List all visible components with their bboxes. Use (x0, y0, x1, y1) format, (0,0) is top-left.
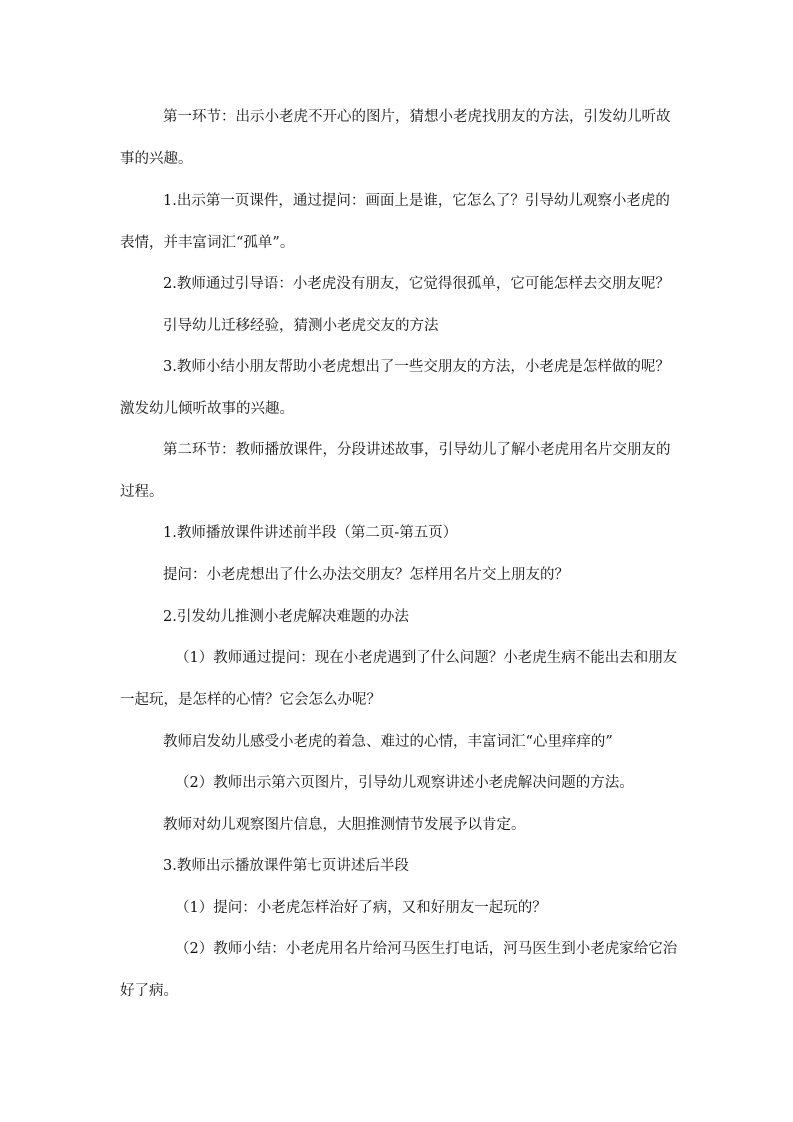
paragraph-line: 教师对幼儿观察图片信息，大胆推测情节发展予以肯定。 (163, 817, 526, 833)
paragraph-line: 第二环节：教师播放课件，分段讲述故事，引导幼儿了解小老虎用名片交朋友的 (163, 442, 671, 458)
paragraph-line: （1）教师通过提问：现在小老虎遇到了什么问题？小老虎生病不能出去和朋友 (175, 650, 678, 666)
paragraph-line: （1）提问：小老虎怎样治好了病，又和好朋友一起玩的？ (175, 900, 547, 916)
paragraph-line: 第一环节：出示小老虎不开心的图片，猜想小老虎找朋友的方法，引发幼儿听故 (163, 109, 671, 125)
paragraph-line: 事的兴趣。 (120, 151, 193, 167)
paragraph-line: 2.引发幼儿推测小老虎解决难题的办法 (163, 609, 409, 625)
paragraph-line: 2.教师通过引导语：小老虎没有朋友，它觉得很孤单，它可能怎样去交朋友呢？ (163, 276, 670, 292)
paragraph-line: （2）教师小结：小老虎用名片给河马医生打电话，河马医生到小老虎家给它治 (175, 941, 678, 957)
paragraph-line: 1.教师播放课件讲述前半段（第二页-第五页） (163, 525, 458, 541)
paragraph-line: 激发幼儿倾听故事的兴趣。 (120, 401, 294, 417)
paragraph-line: 引导幼儿迁移经验，猜测小老虎交友的方法 (163, 318, 439, 334)
paragraph-line: 教师启发幼儿感受小老虎的着急、难过的心情，丰富词汇“心里痒痒的” (163, 734, 613, 750)
paragraph-line: 好了病。 (120, 983, 178, 999)
paragraph-line: （2）教师出示第六页图片，引导幼儿观察讲述小老虎解决问题的方法。 (175, 775, 634, 791)
paragraph-line: 一起玩，是怎样的心情？它会怎么办呢？ (120, 692, 381, 708)
paragraph-line: 3.教师小结小朋友帮助小老虎想出了一些交朋友的方法，小老虎是怎样做的呢？ (163, 359, 670, 375)
paragraph-line: 表情，并丰富词汇“孤单”。 (120, 235, 295, 251)
paragraph-line: 3.教师出示播放课件第七页讲述后半段 (163, 858, 409, 874)
paragraph-line: 1.出示第一页课件，通过提问：画面上是谁，它怎么了？引导幼儿观察小老虎的 (163, 193, 670, 209)
paragraph-line: 过程。 (120, 484, 164, 500)
paragraph-line: 提问：小老虎想出了什么办法交朋友？怎样用名片交上朋友的？ (163, 567, 569, 583)
